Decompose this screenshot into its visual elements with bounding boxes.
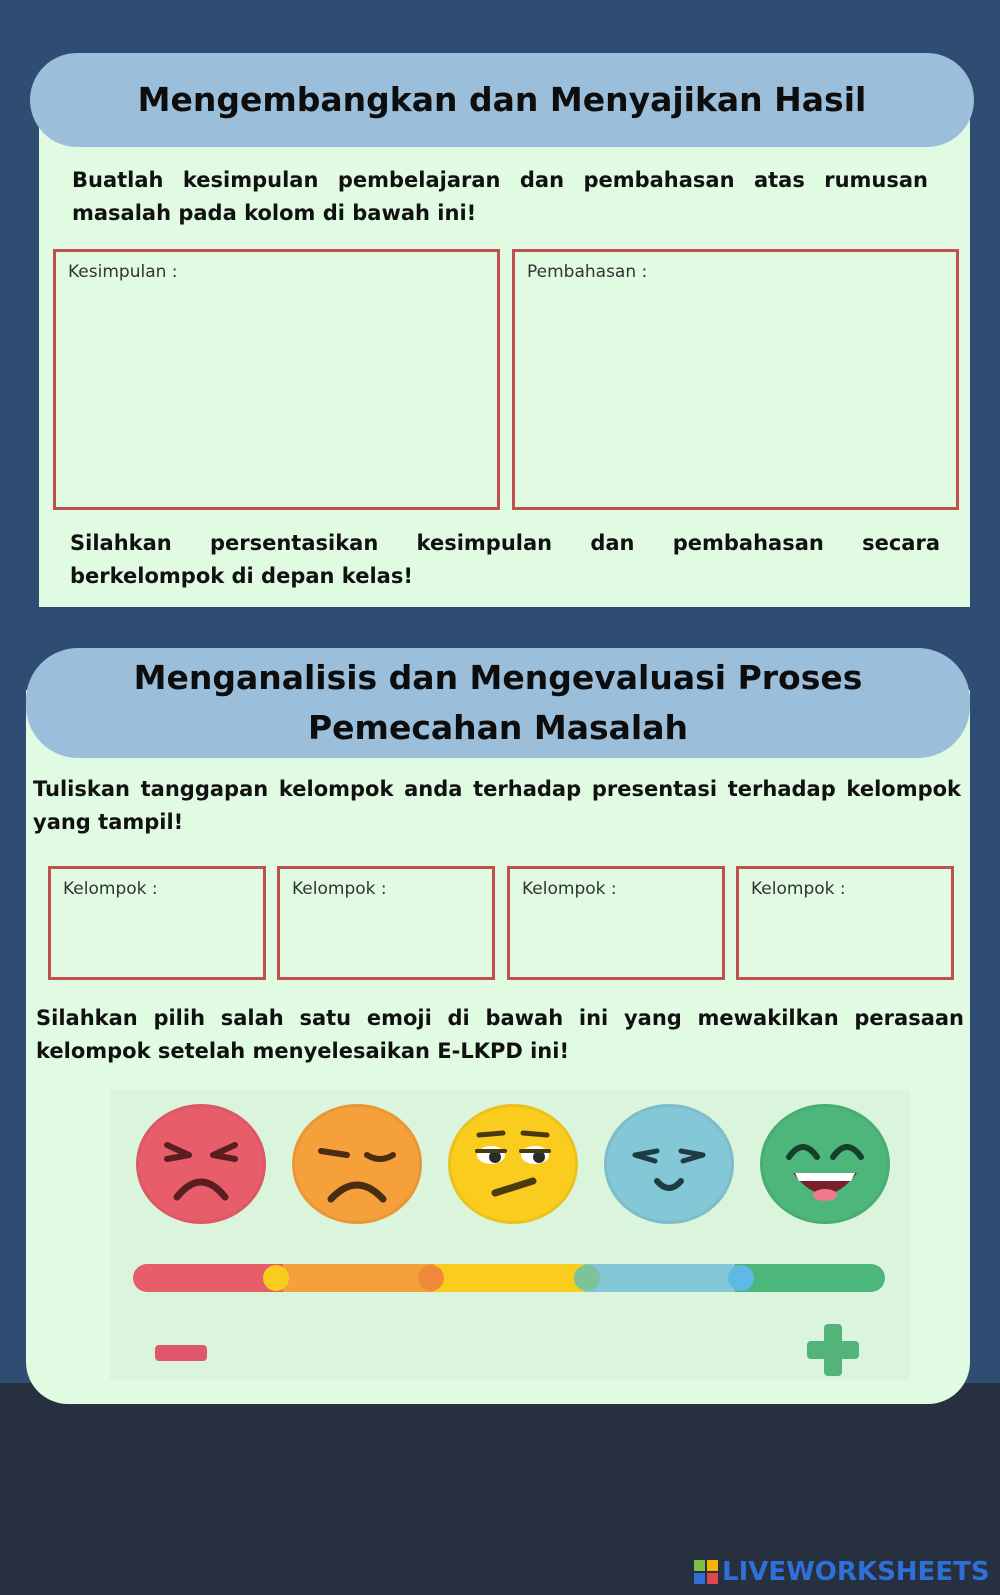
minus-icon: [155, 1345, 207, 1361]
kesimpulan-label: Kesimpulan :: [68, 262, 178, 282]
kelompok-label-3: Kelompok :: [522, 879, 617, 899]
happy-emoji-icon[interactable]: [760, 1104, 890, 1224]
kelompok-box-3[interactable]: [507, 866, 725, 980]
section2-title: [134, 653, 863, 753]
liveworksheets-logo-icon: [694, 1560, 718, 1584]
content-emoji-icon[interactable]: [604, 1104, 734, 1224]
section2-header: [26, 648, 970, 758]
kelompok-label-4: Kelompok :: [751, 879, 846, 899]
unamused-emoji-icon[interactable]: [448, 1104, 578, 1224]
feeling-scale-bar: [133, 1264, 885, 1292]
pembahasan-box[interactable]: [512, 249, 959, 510]
kelompok-box-1[interactable]: [48, 866, 266, 980]
liveworksheets-watermark: [694, 1557, 990, 1587]
section1-title: Mengembangkan dan Menyajikan Hasil: [137, 80, 867, 119]
scale-marker-4: [728, 1265, 754, 1291]
section2-title-line1: Menganalisis dan Mengevaluasi Proses: [133, 658, 863, 697]
pembahasan-label: Pembahasan :: [527, 262, 648, 282]
kelompok-box-2[interactable]: [277, 866, 495, 980]
emoji-instruction: Silahkan pilih salah satu emoji di bawah ini yang mewakilkan perasaan kelompok setelah menyelesaikan E-LKPD ini!: [36, 1006, 964, 1063]
scale-marker-2: [418, 1265, 444, 1291]
kesimpulan-box[interactable]: [53, 249, 500, 510]
scale-marker-1: [263, 1265, 289, 1291]
kelompok-box-4[interactable]: [736, 866, 954, 980]
section2-title-line2: Pemecahan Masalah: [307, 708, 688, 747]
section2-instruction: Tuliskan tanggapan kelompok anda terhadap presentasi terhadap kelompok yang tampil!: [33, 777, 961, 834]
section1-closing: Silahkan persentasikan kesimpulan dan pembahasan secara berkelompok di depan kelas!: [70, 531, 940, 588]
section1-header: [30, 53, 974, 147]
kelompok-label-2: Kelompok :: [292, 879, 387, 899]
scale-marker-3: [574, 1265, 600, 1291]
section1-instruction: Buatlah kesimpulan pembelajaran dan pembahasan atas rumusan masalah pada kolom di bawah ini!: [72, 168, 928, 225]
sad-emoji-icon[interactable]: [292, 1104, 422, 1224]
kelompok-label-1: Kelompok :: [63, 879, 158, 899]
angry-emoji-icon[interactable]: [136, 1104, 266, 1224]
watermark-text: LIVEWORKSHEETS: [722, 1557, 990, 1587]
plus-icon-vertical: [824, 1324, 842, 1376]
